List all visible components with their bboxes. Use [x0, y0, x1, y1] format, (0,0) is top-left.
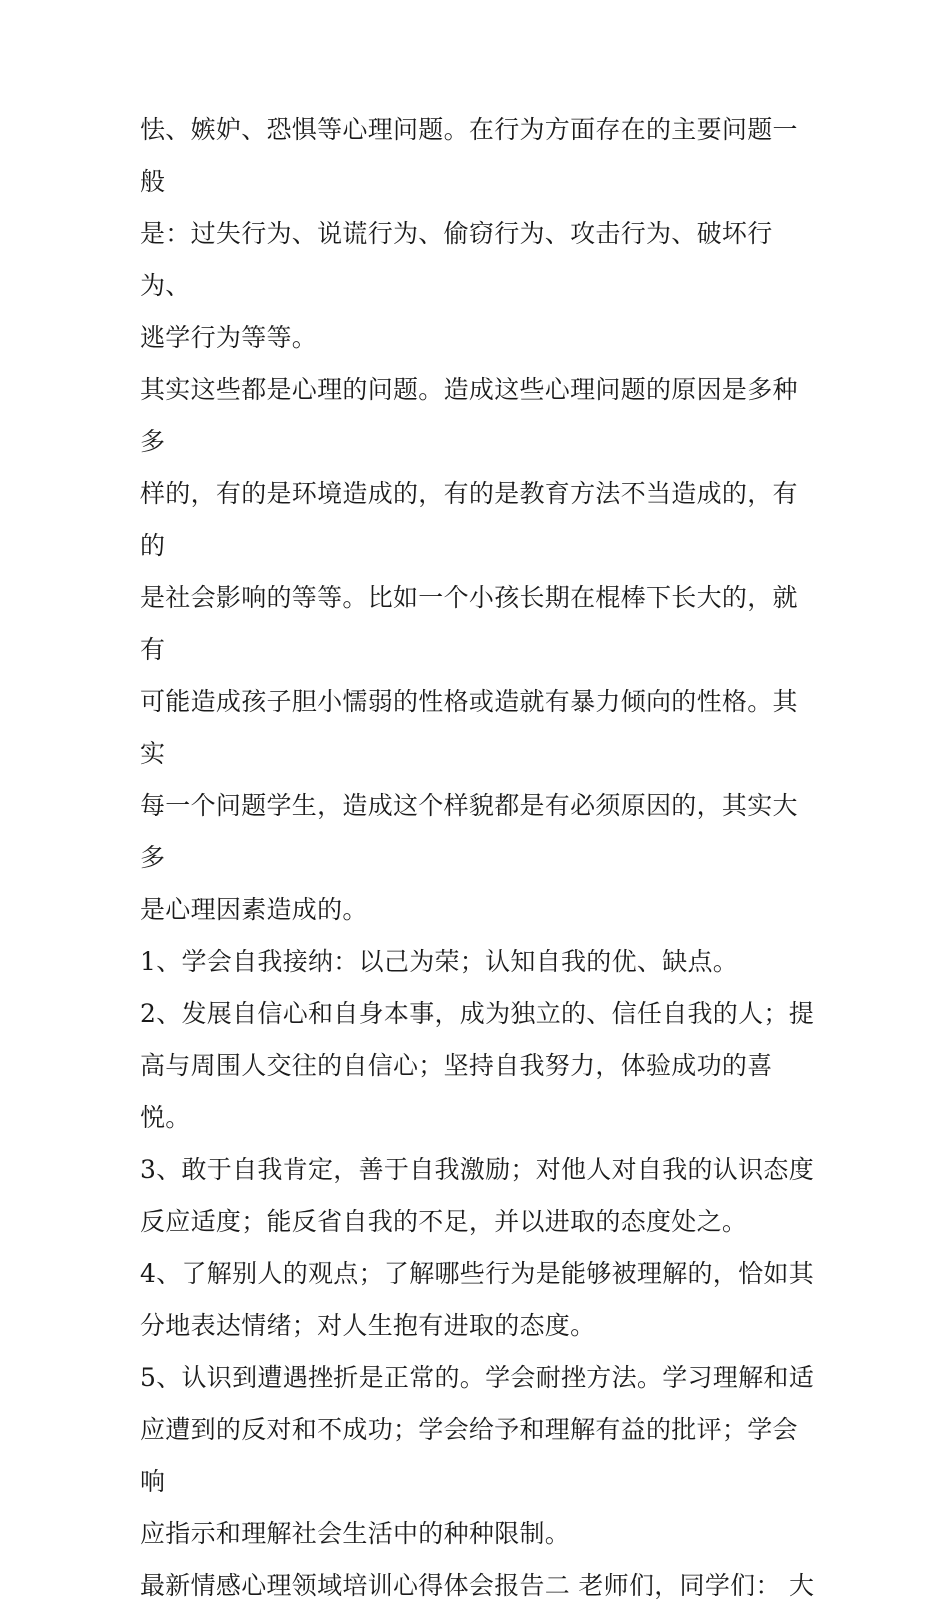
list-item-4: 4、了解别人的观点；了解哪些行为是能够被理解的，恰如其 分地表达情绪；对人生抱有进取的态度。: [140, 1259, 815, 1340]
document-body: [140, 104, 820, 1612]
list-item-5: 5、认识到遭遇挫折是正常的。学会耐挫方法。学习理解和适 应遭到的反对和不成功；学会给予和理解有益的批评；学会响 应指示和理解社会生活中的种种限制。: [140, 1363, 815, 1548]
paragraph-causes: 其实这些都是心理的问题。造成这些心理问题的原因是多种多 样的，有的是环境造成的，有的是教育方法不当造成的，有的 是社会影响的等等。比如一个小孩长期在棍棒下长大的，就有 可能造成孩子胆小懦弱的性格或造就有暴力倾向的性格。其实 每一个问题学生，造成这个样貌都是有必须原因的，其实大多 是心理因素造成的。: [140, 375, 798, 924]
list-item-2: 2、发展自信心和自身本事，成为独立的、信任自我的人；提 高与周围人交往的自信心；坚持自我努力，体验成功的喜悦。: [140, 999, 815, 1132]
list-item-1: 1、学会自我接纳：以己为荣；认知自我的优、缺点。: [140, 947, 739, 976]
paragraph-behavior-problems: 怯、嫉妒、恐惧等心理问题。在行为方面存在的主要问题一般 是：过失行为、说谎行为、偷窃行为、攻击行为、破坏行为、 逃学行为等等。: [140, 115, 798, 352]
paragraph-report-two-intro: 最新情感心理领域培训心得体会报告二 老师们，同学们： 大: [140, 1571, 815, 1600]
list-item-3: 3、敢于自我肯定，善于自我激励；对他人对自我的认识态度 反应适度；能反省自我的不足，并以进取的态度处之。: [140, 1155, 815, 1236]
